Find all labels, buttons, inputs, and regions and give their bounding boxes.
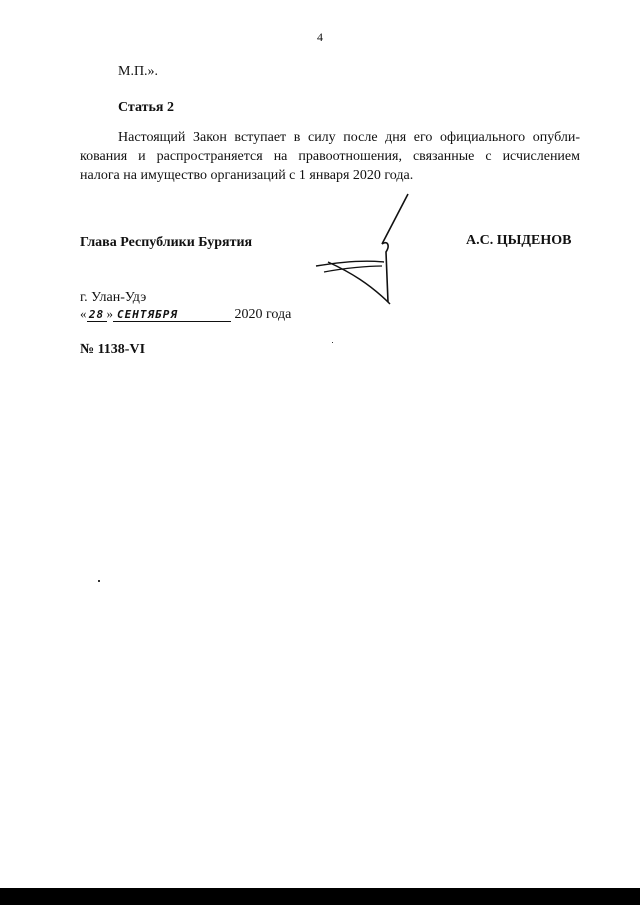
signatory-title: Глава Республики Бурятия	[80, 235, 253, 250]
paragraph-line: налога на имущество организаций с 1 января 2020 года.	[80, 168, 414, 183]
scan-speck	[98, 580, 100, 582]
date-month: СЕНТЯБРЯ	[113, 308, 231, 322]
article-heading: Статья 2	[118, 100, 174, 115]
date-close-quote: »	[106, 306, 113, 321]
seal-placeholder-text: М.П.».	[118, 64, 159, 79]
date-year: 2020 года	[234, 307, 292, 322]
date-day: 28	[87, 308, 107, 322]
page-number: 4	[317, 30, 323, 44]
registration-number: № 1138-VI	[80, 342, 146, 357]
paragraph-line: кования и распространяется на правоотношения, связанные с исчислением	[80, 149, 580, 164]
city: г. Улан-Удэ	[80, 290, 147, 305]
date-open-quote: «	[80, 306, 87, 321]
scan-bottom-edge	[0, 888, 640, 905]
scan-speck	[332, 342, 333, 343]
paragraph-line: Настоящий Закон вступает в силу после дня его официального опубли-	[118, 130, 580, 145]
article-paragraph	[80, 128, 580, 185]
handwritten-signature	[310, 192, 420, 310]
signing-date	[80, 306, 291, 323]
signatory-name: А.С. ЦЫДЕНОВ	[466, 233, 572, 248]
